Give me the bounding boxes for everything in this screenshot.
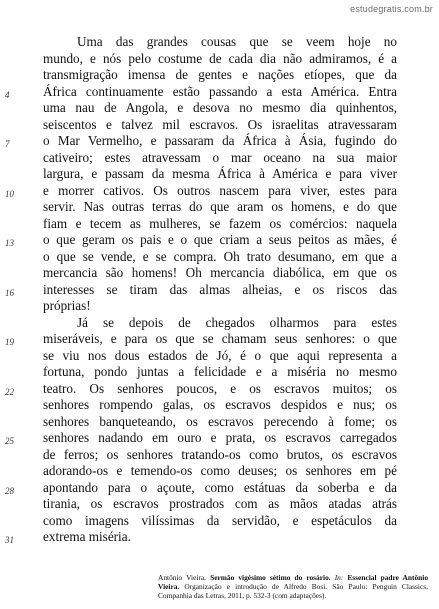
line-text: seiscentos e talvez mil escravos. Os israelitas atravessaram <box>43 116 397 132</box>
citation-author: Antônio Vieira. <box>158 573 207 582</box>
text-line <box>43 298 397 315</box>
text-line <box>43 447 397 464</box>
text-line <box>43 216 397 233</box>
line-text: e morrer cativos. Os outros nascem para viver, estes para <box>43 182 397 198</box>
line-text: transmigração imensa de gentes e nações etíopes, que da <box>43 67 397 82</box>
text-line <box>5 232 397 249</box>
line-text: o Mar Vermelho, e passaram da África à Ásia, fugindo do <box>43 133 397 148</box>
line-number: 28 <box>5 485 14 496</box>
line-text: mercancia são homens! Oh mercancia diabólica, em que os <box>43 265 397 280</box>
line-text: servir. Nas outras terras do que aram os homens, e do que <box>43 199 397 214</box>
line-text: de ferros; os senhores tratando-os como brutos, os escravos <box>43 446 397 462</box>
text-line <box>43 265 397 282</box>
line-text: África continuamente estão passando a esta América. Entra <box>43 83 397 99</box>
line-number: 22 <box>5 386 14 397</box>
text-line <box>43 100 397 117</box>
line-text: senhores banqueteando, os escravos perecendo à fome; os <box>43 413 397 429</box>
text-line <box>43 249 397 266</box>
line-text: senhores rompendo galas, os escravos despidos e nus; os <box>43 397 397 412</box>
text-line <box>5 133 397 150</box>
line-text: Já se depois de chegados olharmos para estes <box>77 314 397 330</box>
line-text: adorando-os e temendo-os como deuses; os senhores em pé <box>43 463 397 478</box>
text-line <box>43 34 397 51</box>
line-text: fortuna, pondo juntas a felicidade e a miséria no mesmo <box>43 364 397 379</box>
text-line <box>43 166 397 183</box>
line-text: próprias! <box>43 298 91 313</box>
line-text: extrema miséria. <box>43 529 131 544</box>
text-line <box>5 430 397 447</box>
site-watermark: estudegratis.com.br <box>350 4 433 14</box>
line-text: senhores nadando em ouro e prata, os escravos carregados <box>43 430 397 445</box>
line-text: o que se vende, e se compra. Oh trato desumano, em que a <box>43 248 397 264</box>
citation <box>158 573 428 601</box>
line-text: teatro. Os senhores poucos, e os escravos muitos; os <box>43 380 397 396</box>
line-text: tirania, os escravos prostrados com as mãos atadas atrás <box>43 496 397 511</box>
text-line <box>43 463 397 480</box>
text-line <box>5 281 397 299</box>
text-line <box>43 397 397 414</box>
text-line <box>43 348 397 365</box>
line-text: cativeiro; estes atravessam o mar oceano na sua maior <box>43 149 397 165</box>
line-text: interesses se tiram das almas alheias, e os riscos das <box>43 281 397 297</box>
text-line <box>43 199 397 216</box>
line-text: miseráveis, e para os que se chamam seus senhores: o que <box>43 331 397 346</box>
line-number: 7 <box>5 139 10 149</box>
sermon-text <box>5 34 397 546</box>
line-number: 10 <box>5 188 14 199</box>
line-text: apontando para o açoute, como estátuas da soberba e da <box>43 479 397 495</box>
line-text: uma nau de Angola, e desova no mesmo dia quinhentos, <box>43 100 397 115</box>
line-text: largura, e passam da mesma África à América e para viver <box>43 166 397 181</box>
text-line <box>43 117 397 134</box>
line-text: se viu nos dous estados de Jó, é o que aqui representa a <box>43 347 397 363</box>
text-line <box>5 529 397 546</box>
text-line <box>43 414 397 431</box>
text-line <box>43 67 397 84</box>
text-line <box>43 51 397 68</box>
line-number: 25 <box>5 436 14 446</box>
text-line <box>43 150 397 167</box>
line-number: 16 <box>5 287 14 298</box>
line-number: 13 <box>5 238 14 248</box>
text-line <box>43 496 397 513</box>
citation-work: Sermão vigésimo sétimo do rosário. <box>210 573 331 582</box>
citation-in: In: <box>334 573 344 582</box>
line-number: 19 <box>5 337 14 347</box>
text-line <box>5 479 397 497</box>
line-text: mundo, e nós pelo costume de cada dia não admiramos, é a <box>43 50 397 66</box>
text-line <box>5 331 397 348</box>
text-line <box>43 364 397 381</box>
line-text: como imagens vilíssimas da servidão, e espetáculos da <box>43 512 397 528</box>
line-text: Uma das grandes cousas que se veem hoje no <box>77 34 397 49</box>
text-line <box>5 83 397 101</box>
line-number: 31 <box>5 535 14 545</box>
text-line <box>5 380 397 398</box>
line-text: o que geram os pais e o que criam a seus peitos as mães, é <box>43 232 397 247</box>
citation-collection: Essencial padre Antônio Vieira. <box>158 573 429 592</box>
text-line <box>43 513 397 530</box>
line-number: 4 <box>5 89 10 100</box>
text-line <box>43 315 397 332</box>
citation-details: Organização e introdução de Alfredo Bosi. São Paulo: Penguin Classics, Companhia das Letras, 2011, p. 532-3 (com adaptações). <box>158 582 428 601</box>
text-line <box>5 182 397 200</box>
line-text: fiam e tecem as mulheres, se fazem os comércios: naquela <box>43 215 397 231</box>
